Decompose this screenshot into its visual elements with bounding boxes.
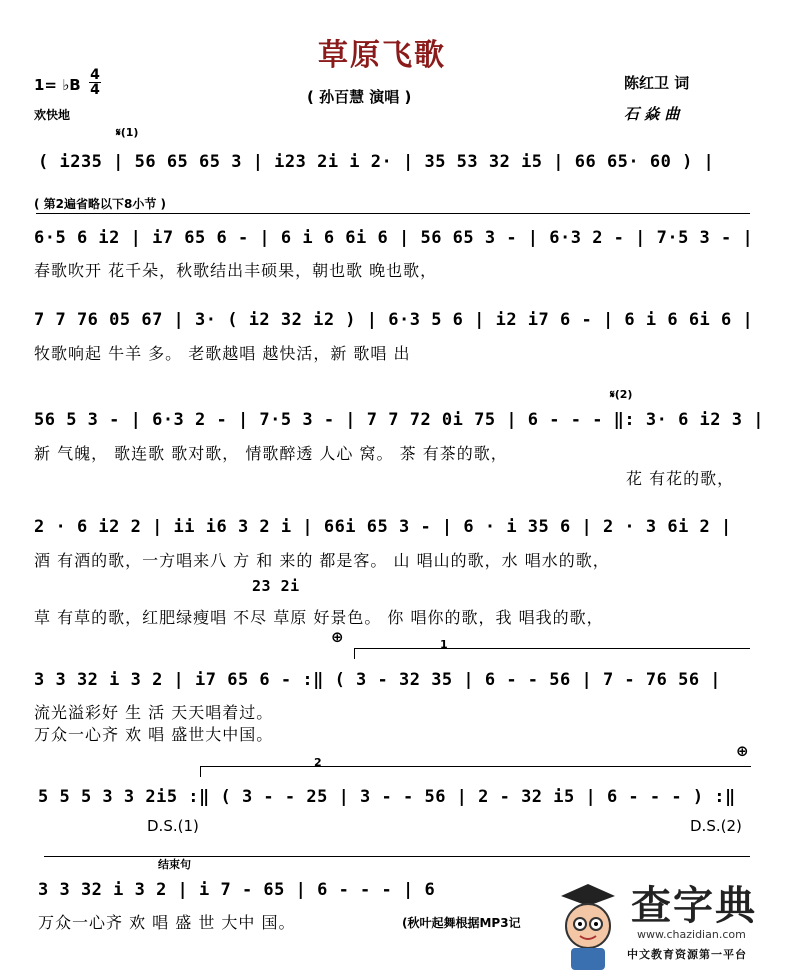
logo-url: www.chazidian.com [637, 928, 746, 941]
lyrics-row-3: 牧歌响起 牛羊 多。 老歌越唱 越快活，新 歌唱 出 [34, 344, 411, 363]
key-signature: 1= ♭B [34, 76, 81, 94]
mascot-icon [553, 870, 623, 974]
time-top: 4 [90, 67, 100, 83]
lyricist: 陈红卫 词 [624, 74, 690, 92]
time-bottom: 4 [90, 82, 100, 98]
time-signature [89, 68, 101, 97]
ds-2: D.S.(2) [690, 817, 742, 835]
ending-2: 2 [314, 756, 322, 769]
notes-row-4: 56 5 3 - | 6·3 2 - | 7·5 3 - | 7 7 72 0i 75 | 6 - - - ‖: 3· 6 i2 3 | [34, 410, 764, 430]
performer: ( 孙百慧 演唱 ) [307, 88, 412, 106]
logo-slogan: 中文教育资源第一平台 [627, 948, 747, 961]
source-footnote: (秋叶起舞根据MP3记 [402, 916, 521, 930]
song-title: 草原飞歌 [318, 38, 446, 73]
tempo-marking: 欢快地 [34, 108, 71, 122]
site-logo [553, 866, 785, 976]
divider-2 [44, 856, 750, 857]
logo-name: 查字典 [631, 883, 757, 929]
notes-row-3: 7 7 76 05 67 | 3· ( i2 32 i2 ) | 6·3 5 6 | i2 i7 6 - | 6 i 6 6i 6 | [34, 310, 754, 330]
lyrics-row-4: 新 气魄， 歌连歌 歌对歌， 情歌醉透 人心 窝。 茶 有茶的歌， [34, 444, 508, 463]
ossia-notes: 23 2i [252, 577, 300, 595]
notes-row-5: 2 · 6 i2 2 | ii i6 3 2 i | 66i 65 3 - | 6 · i 35 6 | 2 · 3 6i 2 | [34, 517, 732, 537]
ds-1: D.S.(1) [147, 817, 199, 835]
notes-row-8: 3 3 32 i 3 2 | i 7 - 65 | 6 - - - | 6 [38, 880, 436, 900]
lyrics-row-8: 万众一心齐 欢 唱 盛 世 大中 国。 [38, 913, 296, 932]
ending-1: 1 [440, 638, 448, 651]
lyrics-row-5-second: 草 有草的歌，红肥绿瘦唱 不尽 草原 好景色。 你 唱你的歌，我 唱我的歌， [34, 608, 604, 627]
segno-1: 𝄋(1) [116, 126, 139, 139]
lyrics-row-2: 春歌吹开 花千朵，秋歌结出丰硕果，朝也歌 晚也歌， [34, 261, 438, 280]
lyrics-row-4-second: 花 有花的歌， [626, 469, 735, 488]
intro-notes-row: ( i235 | 56 65 65 3 | i23 2i i 2· | 35 53 32 i5 | 66 65· 60 ) | [38, 152, 715, 172]
composer: 石 焱 曲 [624, 105, 680, 123]
coda-symbol-2: ⊕ [736, 742, 749, 760]
lyrics-row-5: 酒 有酒的歌，一方唱来八 方 和 来的 都是客。 山 唱山的歌，水 唱水的歌， [34, 551, 610, 570]
lyrics-row-6-second: 万众一心齐 欢 唱 盛世大中国。 [34, 725, 274, 744]
segno-2: 𝄋(2) [610, 388, 633, 401]
notes-row-7: 5 5 5 3 3 2i5 :‖ ( 3 - - 25 | 3 - - 56 | 2 - 32 i5 | 6 - - - ) :‖ [38, 787, 736, 807]
coda-symbol-1: ⊕ [331, 628, 344, 646]
volta-bracket-2 [200, 766, 751, 777]
ending-label: 结束句 [158, 858, 191, 871]
lyrics-row-6: 流光溢彩好 生 活 天天唱着过。 [34, 703, 274, 722]
skip-note: ( 第2遍省略以下8小节 ) [34, 197, 167, 211]
volta-bracket-1 [354, 648, 750, 659]
notes-row-6: 3 3 32 i 3 2 | i7 65 6 - :‖ ( 3 - 32 35 | 6 - - 56 | 7 - 76 56 | [34, 670, 722, 690]
divider [36, 213, 750, 214]
notes-row-2: 6·5 6 i2 | i7 65 6 - | 6 i 6 6i 6 | 56 65 3 - | 6·3 2 - | 7·5 3 - | [34, 228, 754, 248]
